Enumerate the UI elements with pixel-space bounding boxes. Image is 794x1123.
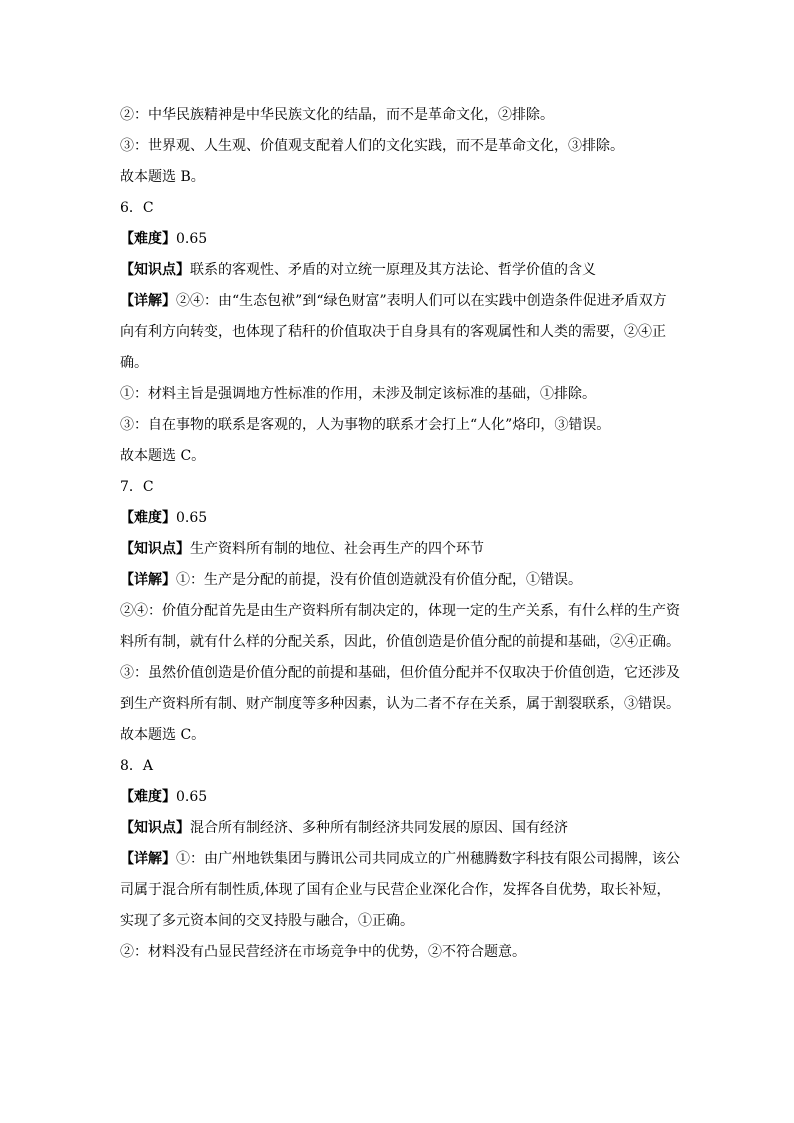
difficulty-label: 【难度】 (120, 231, 176, 247)
knowledge-point-line (120, 813, 680, 844)
question-number-7: 7．C (120, 479, 154, 495)
explanation-paragraph (120, 565, 680, 596)
explanation-text: ②④：由“生态包袱”到“绿色财富”表明人们可以在实践中创造条件促进矛盾双方向有利方向转变，也体现了秸秆的价值取决于自身具有的客观属性和人类的需要，②④正确。 (120, 293, 667, 371)
explanation-line: ③：自在事物的联系是客观的，人为事物的联系才会打上“人化”烙印，③错误。 (120, 417, 611, 433)
difficulty-line (120, 782, 680, 813)
answer-line: 故本题选 C。 (120, 448, 206, 464)
difficulty-line (120, 224, 680, 255)
difficulty-value: 0.65 (176, 789, 208, 805)
answer-line: 故本题选 C。 (120, 727, 206, 743)
document-page (120, 100, 680, 968)
difficulty-label: 【难度】 (120, 510, 176, 526)
knowledge-point-value: 生产资料所有制的地位、社会再生产的四个环节 (190, 541, 484, 557)
knowledge-point-line (120, 255, 680, 286)
explanation-line: ②：中华民族精神是中华民族文化的结晶，而不是革命文化，②排除。 (120, 107, 554, 123)
knowledge-point-value: 混合所有制经济、多种所有制经济共同发展的原因、国有经济 (190, 820, 568, 836)
knowledge-point-line (120, 534, 680, 565)
knowledge-point-label: 【知识点】 (120, 820, 190, 836)
difficulty-line (120, 503, 680, 534)
explanation-paragraph: ②④：价值分配首先是由生产资料所有制决定的，体现一定的生产关系，有什么样的生产资料所有制，就有什么样的分配关系，因此，价值创造是价值分配的前提和基础，②④正确。 (120, 603, 680, 650)
question-number-8: 8．A (120, 758, 154, 774)
explanation-line: ③：世界观、人生观、价值观支配着人们的文化实践，而不是革命文化，③排除。 (120, 138, 624, 154)
explanation-line: ①：材料主旨是强调地方性标准的作用，未涉及制定该标准的基础，①排除。 (120, 386, 596, 402)
question-number-6: 6．C (120, 200, 154, 216)
difficulty-label: 【难度】 (120, 789, 176, 805)
difficulty-value: 0.65 (176, 510, 208, 526)
explanation-label: 【详解】 (120, 851, 176, 867)
explanation-paragraph (120, 844, 680, 937)
answer-line: 故本题选 B。 (120, 169, 205, 185)
explanation-text: ①：由广州地铁集团与腾讯公司共同成立的广州穗腾数字科技有限公司揭牌，该公司属于混合所有制性质,体现了国有企业与民营企业深化合作，发挥各自优势，取长补短，实现了多元资本间的交叉持股与融合，①正确。 (120, 851, 680, 929)
explanation-label: 【详解】 (120, 293, 176, 309)
explanation-paragraph: ③：虽然价值创造是价值分配的前提和基础，但价值分配并不仅取决于价值创造，它还涉及到生产资料所有制、财产制度等多种因素，认为二者不存在关系，属于割裂联系，③错误。 (120, 665, 680, 712)
knowledge-point-label: 【知识点】 (120, 262, 190, 278)
knowledge-point-label: 【知识点】 (120, 541, 190, 557)
difficulty-value: 0.65 (176, 231, 208, 247)
explanation-line: ②：材料没有凸显民营经济在市场竞争中的优势，②不符合题意。 (120, 944, 526, 960)
knowledge-point-value: 联系的客观性、矛盾的对立统一原理及其方法论、哲学价值的含义 (190, 262, 596, 278)
explanation-paragraph (120, 286, 680, 379)
explanation-label: 【详解】 (120, 572, 176, 588)
explanation-text: ①：生产是分配的前提，没有价值创造就没有价值分配，①错误。 (176, 572, 582, 588)
